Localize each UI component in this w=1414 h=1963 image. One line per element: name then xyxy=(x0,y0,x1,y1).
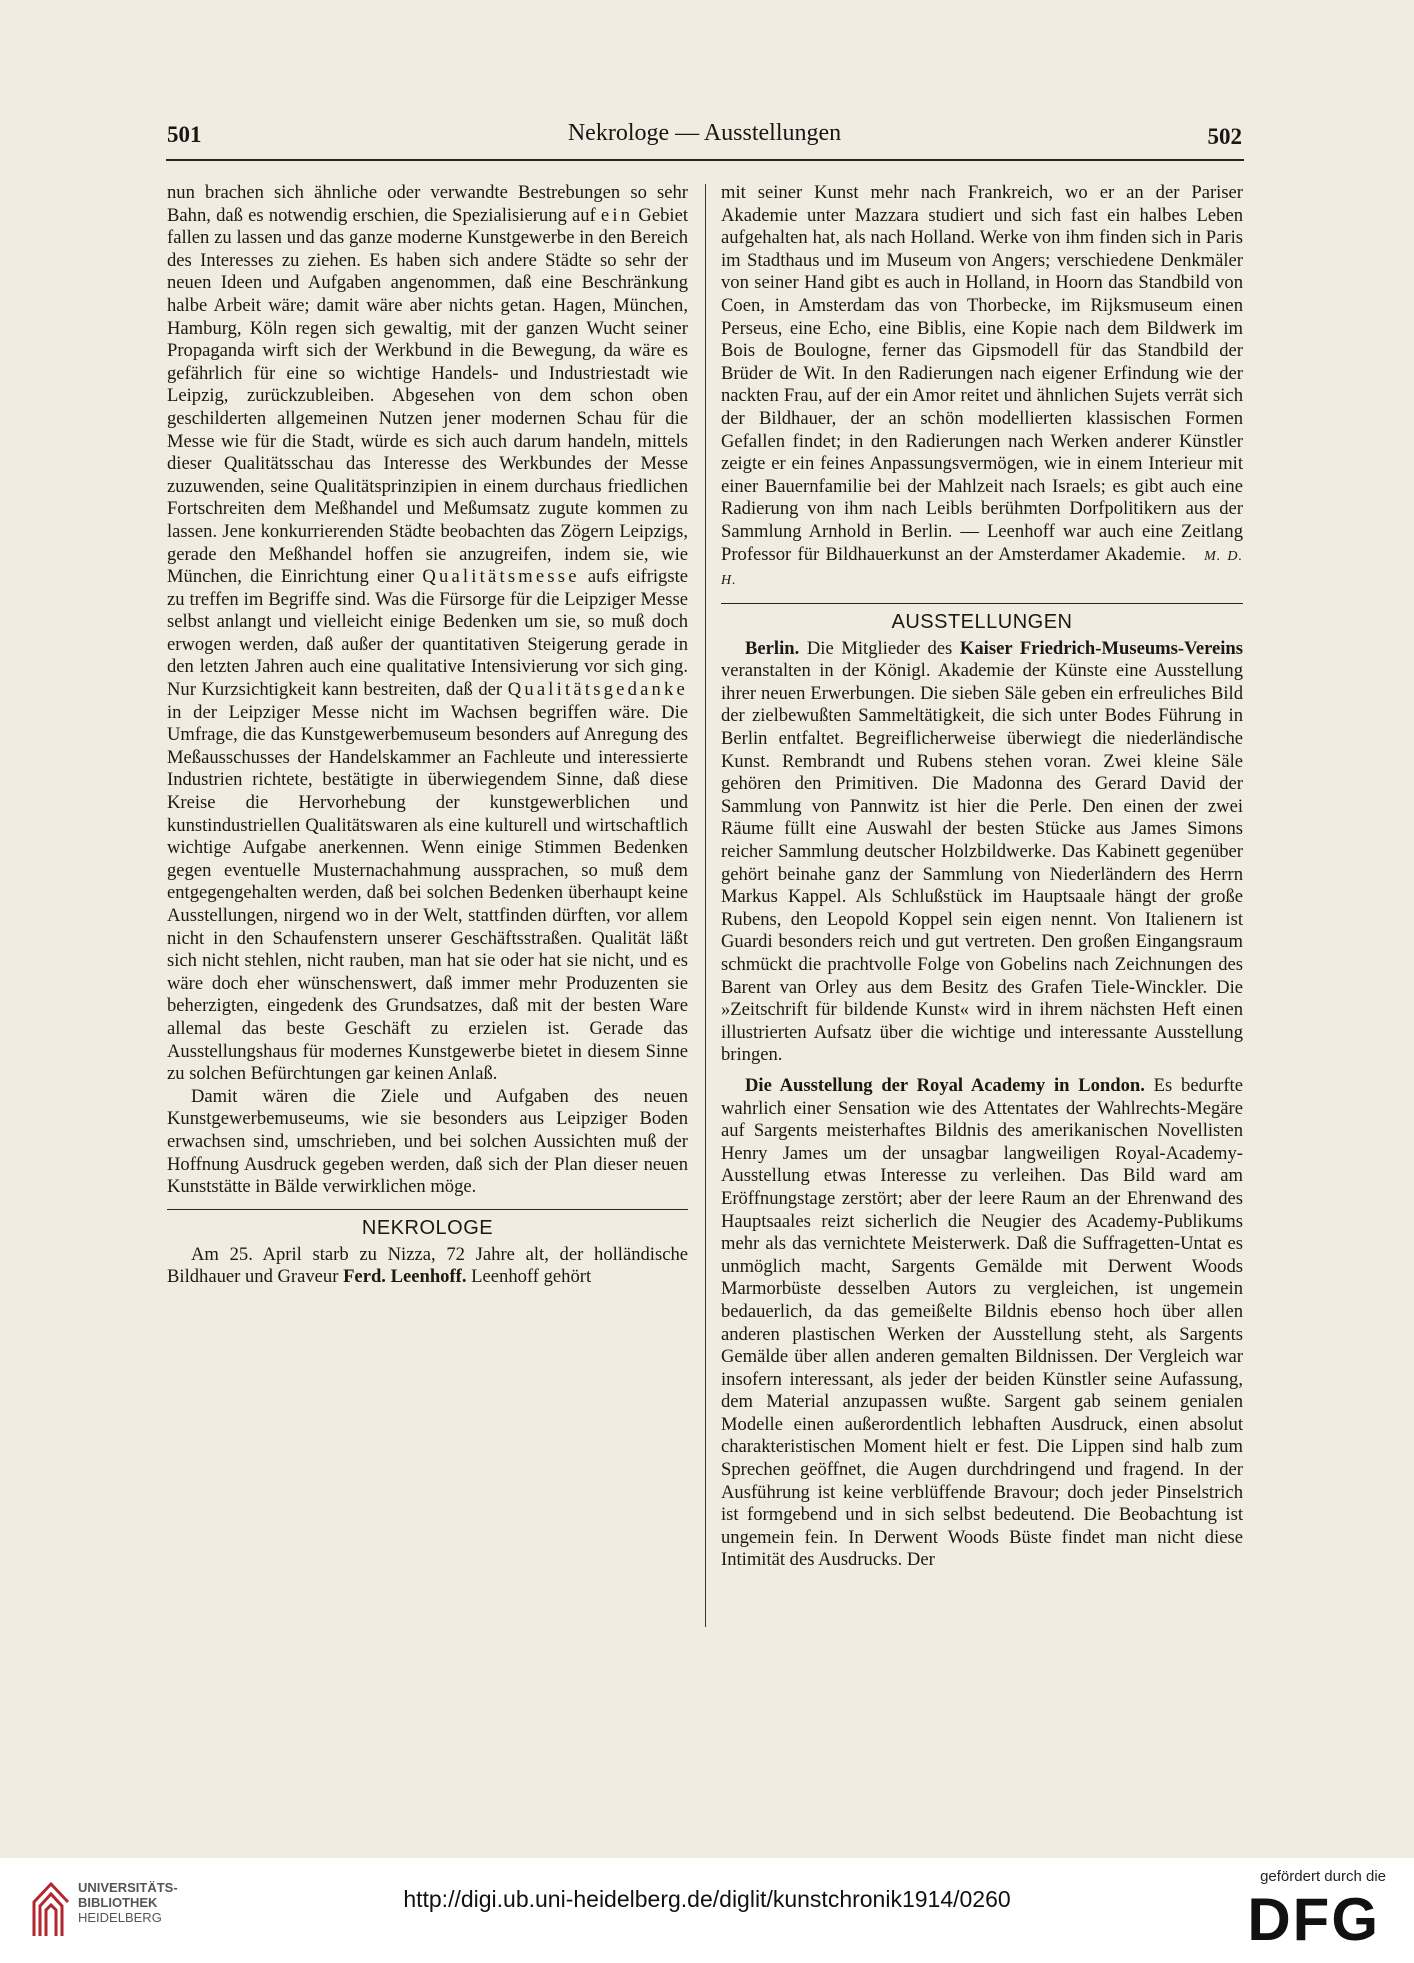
paragraph: nun brachen sich ähnliche oder verwandte Bestrebungen so sehr Bahn, daß es notwendig erschien, die Spezialisierung auf ein Gebiet fallen zu lassen und das ganze moderne Kunstgewerbe in den Bereich des Interesses zu ziehen. Es haben sich andere Städte so sehr der neuen Ideen und Aufgaben angenommen, daß eine Beschränkung halbe Arbeit wäre; damit wäre aber nichts getan. Hagen, München, Hamburg, Köln regen sich gewaltig, mit der ganzen Wucht seiner Propaganda wirft sich der Werkbund in die Bewegung, da wäre es gefährlich für eine so wichtige Handels- und Industriestadt wie Leipzig, zurückzubleiben. Abgesehen von dem schon oben geschilderten allgemeinen Nutzen jener modernen Schau für die Messe wie für die Stadt, würde es sich auch darum handeln, mittels dieser Qualitätsschau das Interesse des Werkbundes der Messe zuzuwenden, seine Qualitätsprinzipien in einem durchaus friedlichen Fortschreiten dem Meßhandel und Meßumsatz zugute kommen zu lassen. Jene konkurrierenden Städte beobachten das Zögern Leipzigs, gerade den Meßhandel hoffen sie anzugreifen, indem sie, wie München, die Einrichtung einer Qualitätsmesse aufs eifrigste zu treffen im Begriffe sind. Was die Fürsorge für die Leipziger Messe selbst anlangt und vielleicht einige Bedenken um sie, so muß doch erwogen werden, daß außer der quantitativen Steigerung gerade in den letzten Jahren auch eine qualitative Intensivierung vor sich ging. Nur Kurzsichtigkeit kann bestreiten, daß der Qualitätsgedanke in der Leipziger Messe nicht im Wachsen begriffen wäre. Die Umfrage, die das Kunstgewerbemuseum besonders auf Anregung des Meßausschusses der Handelskammer an Fachleute und interessierte Industrien richtete, bestätigte in überwiegendem Sinne, daß diese Kreise die Hervorhebung der kunstgewerblichen und kunstindustriellen Qualitätswaren als eine kulturell und wirtschaftlich wichtige Aufgabe anerkennen. Wenn einige Stimmen Bedenken gegen eventuelle Musternachahmung aussprachen, so muß dem entgegengehalten werden, daß bei solchen Bedenken überhaupt keine Ausstellungen, nirgend wo in der Welt, stattfinden dürften, vor allem nicht in den Schaufenstern unserer Geschäftsstraßen. Qualität läßt sich nicht stehlen, nicht rauben, man hat sie oder hat sie nicht, und es wäre doch eher wünschenswert, daß immer mehr Produzenten sie beherzigten, eingedenk des Grundsatzes, daß mit der besten Ware allemal das beste Geschäft zu erzielen ist. Gerade das Ausstellungshaus für modernes Kunstgewerbe bietet in diesem Sinne zu solchen Befürchtungen gar keinen Anlaß. xyxy=(167,182,688,1085)
header-rule xyxy=(166,159,1244,161)
funder-note: gefördert durch die xyxy=(1260,1868,1386,1885)
article-title: Die Ausstellung der Royal Academy in London. xyxy=(745,1074,1145,1096)
digitization-footer xyxy=(0,1858,1414,1963)
author-signature: M. D. H. xyxy=(721,548,1243,589)
section-heading-ausstellungen: AUSSTELLUNGEN xyxy=(891,610,1073,633)
dfg-logo-mark: DFG xyxy=(1247,1886,1380,1953)
page-number-right: 502 xyxy=(1207,124,1242,149)
person-name: Ferd. Leenhoff. xyxy=(343,1266,467,1288)
left-column xyxy=(167,182,688,1289)
library-name-line: HEIDELBERG xyxy=(78,1910,162,1925)
funder-logo xyxy=(1244,1868,1394,1953)
city-name: Berlin. xyxy=(745,637,800,659)
running-title: Nekrologe — Ausstellungen xyxy=(567,120,842,146)
paragraph: Berlin. Die Mitglieder des Kaiser Friedrich-Museums-Vereins veranstalten in der Königl. Akademie der Künste eine Ausstellung ihrer neuen Erwerbungen. Die sieben Säle geben ein erfreuliches Bild der zielbewußten Sammeltätigkeit, die sich unter Bodes Führung in Berlin entfaltet. Begreiflicherweise überwiegt die niederländische Kunst. Rembrandt und Rubens stehen voran. Zwei kleine Säle gehören den Primitiven. Die Madonna des Gerard David der Sammlung von Pannwitz ist hier die Perle. Den einen der zwei Räume füllt eine Auswahl der besten Stücke aus James Simons reicher Sammlung deutscher Holzbildwerke. Das Kabinett gegenüber gehört beinahe ganz der Sammlung von Niederländern des Herrn Markus Kappel. Als Schlußstück im Hauptsaale hängt der große Rubens, den Leopold Koppel sein eigen nennt. Von Italienern ist Guardi besonders reich und gut vertreten. Den großen Eingangsraum schmückt die prachtvolle Folge von Gobelins nach Zeichnungen des Barent van Orley aus dem Besitz des Grafen Tiele-Winckler. Die »Zeitschrift für bildende Kunst« wird in ihrem nächsten Heft einen illustrierten Aufsatz über die wichtige und interessante Ausstellung bringen. xyxy=(721,637,1243,1066)
library-name-line: UNIVERSITÄTS- xyxy=(78,1880,178,1895)
source-url[interactable]: http://digi.ub.uni-heidelberg.de/diglit/kunstchronik1914/0260 xyxy=(403,1886,1011,1912)
section-heading-nekrologe: NEKROLOGE xyxy=(361,1216,494,1239)
paragraph: Damit wären die Ziele und Aufgaben des neuen Kunstgewerbemuseums, wie sie besonders aus Leipziger Boden erwachsen sind, umschrieben, und bei solchen Aussichten muß der Hoffnung Ausdruck gegeben werden, daß sich der Plan dieser neuen Kunststätte in Bälde verwirklichen möge. xyxy=(167,1085,688,1198)
organisation-name: Kaiser Friedrich-Museums-Vereins xyxy=(959,637,1243,659)
column-divider xyxy=(705,184,706,1627)
running-header xyxy=(167,116,1242,156)
section-rule xyxy=(721,603,1243,604)
library-name-line: BIBLIOTHEK xyxy=(78,1895,158,1910)
paragraph: Am 25. April starb zu Nizza, 72 Jahre alt, der holländische Bildhauer und Graveur Ferd. Leenhoff. Leenhoff gehört xyxy=(167,1243,688,1288)
paragraph: Die Ausstellung der Royal Academy in London. Es bedurfte wahrlich einer Sensation wie des Attentates der Wahlrechts-Megäre auf Sargents meisterhaftes Bildnis des amerikanischen Novellisten Henry James um der unsagbar langweiligen Royal-Academy-Ausstellung etwas Interesse zu verleihen. Das Bild ward am Eröffnungstage zerstört; aber der leere Raum an der Ehrenwand des Hauptsaales reizt sicherlich die Neugier des Academy-Publikums mehr als das vernichtete Meisterwerk. Daß die Suffragetten-Untat es unmöglich macht, Sargents Gemälde mit Derwent Woods Marmorbüste desselben Autors zu vergleichen, ist ungemein bedauerlich, da das gemeißelte Bildnis ebenso hoch über allen anderen plastischen Werken der Ausstellung steht, als Sargents Gemälde über allen anderen gemalten Bildnissen. Der Vergleich war insofern interessant, als jeder der beiden Künstler seine Aufassung, dem Material anzupassen wußte. Sargent gab seinem genialen Modelle einen außerordentlich lebhaften Ausdruck, einen absolut charakteristischen Moment hielt er fest. Die Lippen sind halb zum Sprechen geöffnet, die Augen durchdringend und fragend. In der Ausführung ist keine verblüffende Bravour; doch jeder Pinselstrich ist formgebend und in sich selbst bedeutend. Die Beobachtung ist ungemein fein. In Derwent Woods Büste findet man nicht diese Intimität des Ausdrucks. Der xyxy=(721,1074,1243,1571)
section-rule xyxy=(167,1209,688,1210)
paragraph: mit seiner Kunst mehr nach Frankreich, wo er an der Pariser Akademie unter Mazzara studiert und sich fast ein halbes Leben aufgehalten hat, als nach Holland. Werke von ihm finden sich in Paris im Stadthaus und im Museum von Angers; verschiedene Denkmäler von seiner Hand gibt es auch in Holland, in Hoorn das Standbild von Coen, in Amsterdam das von Thorbecke, im Rijksmuseum einen Perseus, eine Echo, eine Biblis, eine Kopie nach dem Bildwerk im Bois de Boulogne, ferner das Gipsmodell für das Standbild der Brüder de Wit. In den Radierungen nach eigener Erfindung wie der nackten Frau, auf der ein Amor reitet und ähnlichen Sujets verrät sich der Bildhauer, der an schön modellierten klassischen Formen Gefallen findet; in den Radierungen nach Werken anderer Künstler zeigte er ein feines Anpassungsvermögen, wie in einem Interieur mit einer Bauernfamilie bei der Mahlzeit nach Israels; es gibt auch eine Radierung von ihm nach Leibls berühmten Dorfpolitikern aus der Sammlung Arnhold in Berlin. — Leenhoff war auch eine Zeitlang Professor für Bildhauerkunst an der Amsterdamer Akademie. M. D. H. xyxy=(721,182,1243,589)
page-number-left: 501 xyxy=(167,122,202,147)
right-column xyxy=(721,182,1243,1572)
